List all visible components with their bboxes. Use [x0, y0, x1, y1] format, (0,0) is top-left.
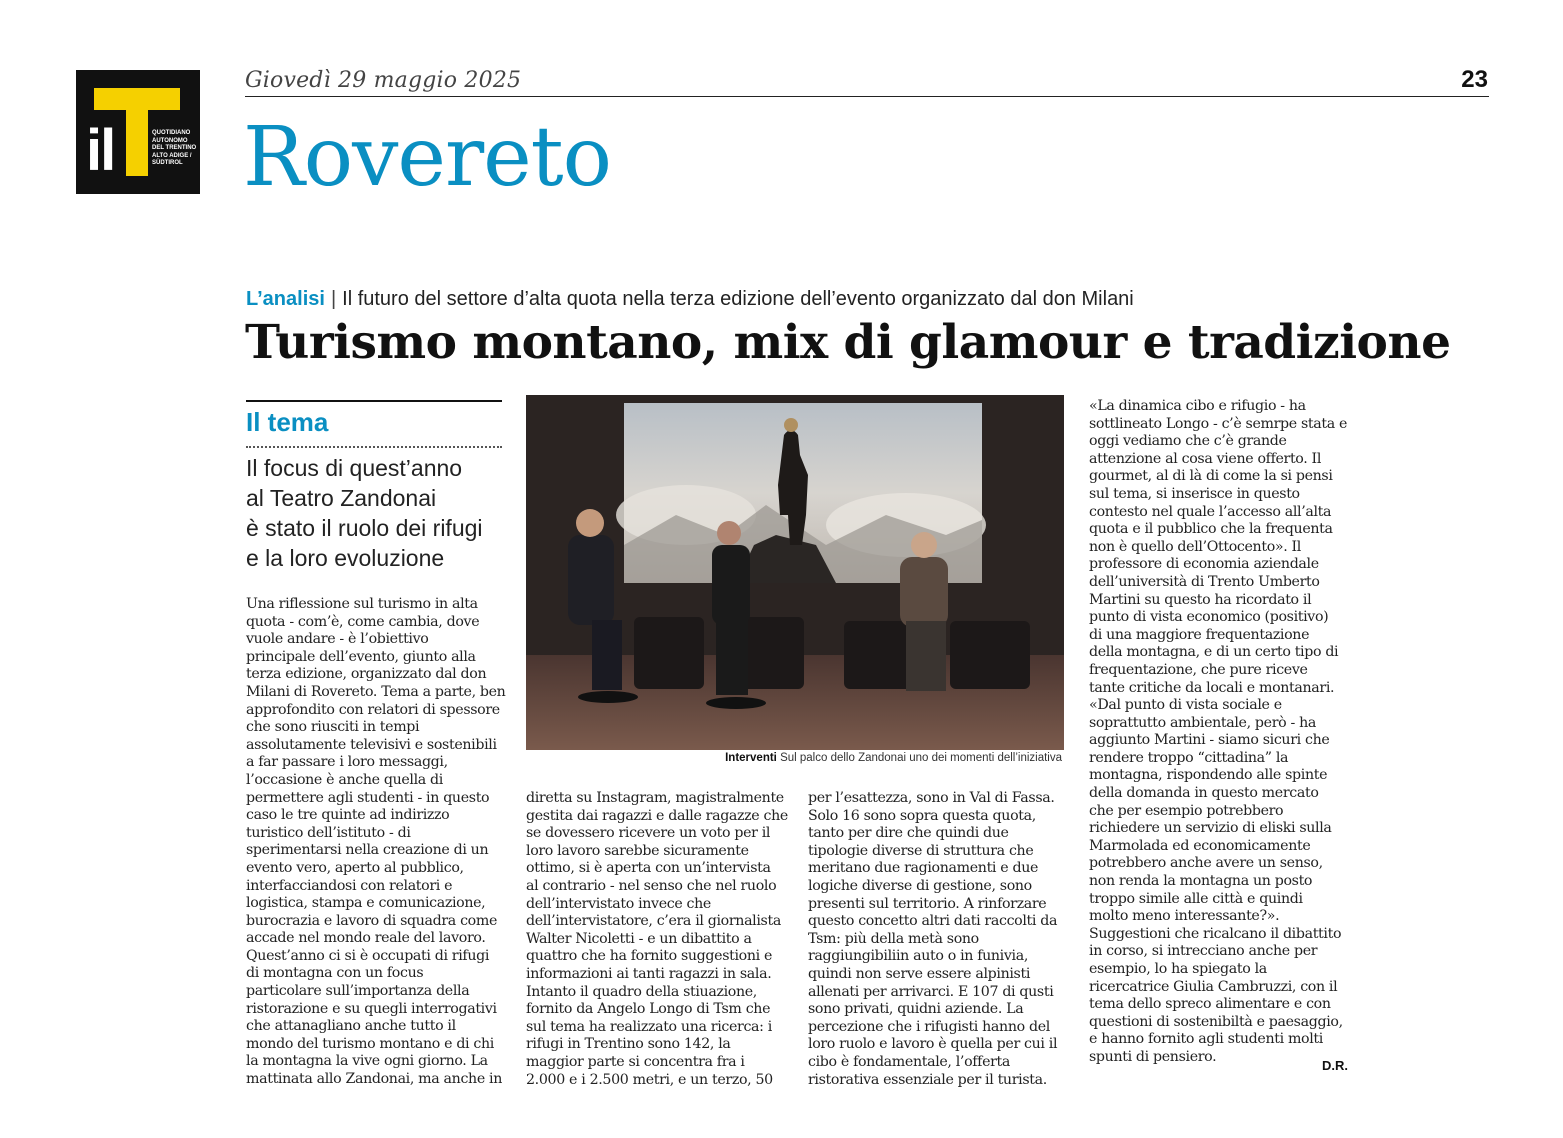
body-line: questo concetto altri dati raccolti da: [808, 913, 1058, 930]
body-column-2: [526, 790, 794, 1089]
event-photo: [526, 395, 1064, 750]
logo-bar: [126, 110, 148, 176]
body-line: contesto nel quale l’accesso all’alta: [1089, 503, 1332, 520]
body-line: approfondito con relatori di spessore: [246, 701, 500, 718]
photo-caption: [526, 752, 1062, 764]
logo-letters: il: [86, 118, 115, 183]
body-line: presenti sul territorio. A rinforzare: [808, 895, 1047, 912]
body-line: tipologie diverse di struttura che: [808, 842, 1034, 859]
body-line: quota e il pubblico che la frequenta: [1089, 521, 1333, 538]
body-line: che sono riusciti in tempi: [246, 719, 420, 736]
body-line: oggi vediamo che c’è grande: [1089, 433, 1287, 450]
body-line: «La dinamica cibo e rifugio - ha: [1089, 398, 1306, 414]
kicker: [246, 288, 1134, 311]
body-line: terza edizione, organizzato dal don: [246, 666, 487, 683]
body-line: meritano due ragionamenti e due: [808, 860, 1039, 877]
body-line: di una maggiore frequentazione: [1089, 626, 1310, 643]
body-line: interfacciandosi con relatori e: [246, 877, 453, 894]
body-line: evento vero, aperto al pubblico,: [246, 859, 464, 876]
body-line: diretta su Instagram, magistralmente: [526, 790, 784, 806]
newspaper-logo: [76, 70, 200, 194]
body-line: punto di vista economico (positivo): [1089, 609, 1329, 626]
body-line: maggior parte si concentra fra i: [526, 1053, 745, 1070]
body-line: Solo 16 sono sopra questa quota,: [808, 807, 1036, 824]
body-line: turistico dell’istituto - di: [246, 824, 411, 841]
body-column-3: [808, 790, 1068, 1089]
body-line: vuole andare - è l’obiettivo: [246, 631, 429, 648]
body-line: dell’intervistato invece che: [526, 895, 711, 912]
body-line: fornito da Angelo Longo di Tsm che: [526, 1001, 771, 1018]
body-line: se dovessero ricevere un voto per il: [526, 825, 771, 842]
body-line: rifugi in Trentino sono 142, la: [526, 1036, 731, 1053]
body-line: professore di economia aziendale: [1089, 556, 1319, 573]
body-line: allenati per arrivarci. E 107 di qusti: [808, 983, 1054, 1000]
body-line: accade nel mondo reale del lavoro.: [246, 930, 486, 947]
body-line: potrebbero anche avere un senso,: [1089, 855, 1323, 872]
body-line: Marmolada ed economicamente: [1089, 837, 1311, 854]
body-line: Walter Nicoletti - e un dibattito a: [526, 930, 752, 947]
body-line: rendere troppo “cittadina” la: [1089, 749, 1289, 766]
body-line: a far passare i loro messaggi,: [246, 754, 448, 771]
body-line: quota - com’è, come cambia, dove: [246, 613, 480, 630]
body-line: dell’intervistatore, c’era il giornalista: [526, 913, 781, 930]
body-line: permettere agli studenti - in questo: [246, 789, 490, 806]
body-column-4: [1089, 398, 1351, 1067]
body-line: Martini su questo ha ricordato il: [1089, 591, 1312, 608]
body-line: assolutamente televisivi e sostenibili: [246, 736, 497, 753]
tema-label: Il tema: [246, 407, 329, 437]
body-line: sul tema ha realizzato una ricerca: i: [526, 1018, 772, 1035]
body-line: logiche diverse di gestione, sono: [808, 877, 1032, 894]
body-line: sono privati, quidni aziende. La: [808, 1001, 1024, 1018]
body-line: informazioni ai tanti ragazzi in sala.: [526, 965, 772, 982]
tema-dotted-rule: [246, 446, 502, 448]
body-line: 2.000 e i 2.500 metri, e un terzo, 50: [526, 1071, 773, 1088]
logo-tagline-line: AUTONOMO: [152, 137, 188, 144]
body-line: dell’università di Trento Umberto: [1089, 573, 1320, 590]
body-line: tema dello spreco alimentare e con: [1089, 996, 1331, 1013]
body-line: ristorazione e su quegli interrogativi: [246, 1000, 497, 1017]
body-line: che attanagliano anche tutto il: [246, 1018, 456, 1035]
focus-line: Il focus di quest’anno: [246, 455, 463, 481]
body-line: tanto per dire che quindi due: [808, 825, 1009, 842]
header-rule: [245, 96, 1489, 97]
body-line: non renda la montagna un posto: [1089, 873, 1313, 890]
body-line: molto meno interessante?».: [1089, 908, 1280, 925]
body-line: ristorativa essenziale per il turista.: [808, 1071, 1047, 1088]
kicker-separator: |: [330, 288, 337, 310]
body-line: montagna, rispondendo alle spinte: [1089, 767, 1328, 784]
section-title: Rovereto: [243, 110, 612, 205]
body-line: Milani di Rovereto. Tema a parte, ben: [246, 683, 506, 700]
body-line: cibo è fondamentale, l’offerta: [808, 1053, 1011, 1070]
author-signature: D.R.: [1322, 1058, 1348, 1073]
caption-label: Interventi: [725, 752, 777, 764]
body-line: della domanda in questo mercato: [1089, 785, 1319, 802]
body-line: Quest’anno ci si è occupati di rifugi: [246, 947, 490, 964]
body-line: tante critiche da locali e montanari.: [1089, 679, 1335, 696]
body-line: non è quello dell’Ottocento». Il: [1089, 538, 1301, 555]
body-line: raggiungibiliin auto o in funivia,: [808, 948, 1028, 965]
body-line: aggiunto Martini - siamo sicuri che: [1089, 732, 1330, 749]
logo-tagline-line: QUOTIDIANO: [152, 130, 191, 136]
body-line: gourmet, al di là di come la si pensi: [1089, 468, 1333, 485]
body-line: Tsm: più della metà sono: [808, 930, 979, 947]
body-line: Intanto il quadro della stiuazione,: [526, 983, 757, 1000]
stage-photo-illustration: [526, 395, 1064, 750]
focus-box: [246, 453, 506, 573]
body-line: quattro che ha fornito suggestioni e: [526, 948, 773, 965]
body-line: mattinata allo Zandonai, ma anche in: [246, 1071, 503, 1088]
body-line: e hanno fornito agli studenti molti: [1089, 1031, 1323, 1048]
caption-text: Sul palco dello Zandonai uno dei momenti dell’iniziativa: [780, 752, 1062, 764]
headline: Turismo montano, mix di glamour e tradizione: [245, 315, 1451, 370]
body-line: loro ruolo e lavoro è quella per cui il: [808, 1036, 1058, 1053]
body-line: che per esempio potrebbero: [1089, 802, 1284, 819]
body-line: particolare sull’importanza della: [246, 983, 470, 1000]
body-column-1: [246, 596, 508, 1089]
body-line: Una riflessione sul turismo in alta: [246, 596, 478, 612]
logo-tagline-line: DEL TRENTINO: [152, 145, 197, 151]
kicker-label: L’analisi: [246, 288, 325, 310]
logo-tagline-line: SÜDTIROL: [152, 160, 183, 166]
body-line: spunti di pensiero.: [1089, 1048, 1217, 1065]
body-line: attenzione al cosa viene offerto. Il: [1089, 450, 1322, 467]
body-line: frequentazione, che pure riceve: [1089, 661, 1308, 678]
body-line: richiedere un servizio di eliski sulla: [1089, 820, 1332, 837]
body-line: soprattutto ambientale, però - ha: [1089, 714, 1316, 731]
body-line: la montagna la vive ogni giorno. La: [246, 1053, 488, 1070]
focus-line: è stato il ruolo dei rifugi: [246, 515, 483, 541]
body-line: mondo del turismo montano e di chi: [246, 1035, 494, 1052]
body-line: esempio, lo ha spiegato la: [1089, 961, 1267, 977]
body-line: quindi non serve essere alpinisti: [808, 965, 1031, 982]
body-line: al contrario - nel senso che nel ruolo: [526, 877, 777, 894]
body-line: sul tema, si inserisce in questo: [1089, 485, 1300, 502]
kicker-text: Il futuro del settore d’alta quota nella terza edizione dell’evento organizzato dal don Milani: [342, 288, 1134, 310]
body-line: burocrazia e lavoro di squadra come: [246, 912, 498, 929]
page-number: 23: [1461, 66, 1488, 93]
issue-date: Giovedì 29 maggio 2025: [245, 68, 522, 93]
focus-line: al Teatro Zandonai: [246, 485, 437, 511]
body-line: Suggestioni che ricalcano il dibattito: [1089, 925, 1342, 942]
body-line: principale dell’evento, giunto alla: [246, 648, 476, 665]
body-line: sottlineato Longo - c’è semrpe stata e: [1089, 415, 1348, 432]
body-line: questioni di sostenibiltà e paesaggio,: [1089, 1013, 1343, 1030]
tema-rule: [246, 400, 502, 402]
body-line: di montagna con un focus: [246, 965, 424, 982]
body-line: «Dal punto di vista sociale e: [1089, 697, 1282, 714]
body-line: loro lavoro sarebbe sicuramente: [526, 842, 749, 859]
body-line: in corso, si intrecciano anche per: [1089, 943, 1318, 960]
body-line: caso le tre quinte ad indirizzo: [246, 807, 450, 824]
body-line: per l’esattezza, sono in Val di Fassa.: [808, 790, 1055, 806]
body-line: percezione che i rifugisti hanno del: [808, 1018, 1050, 1035]
body-line: l’occasione è anche quella di: [246, 771, 443, 788]
logo-tagline: [152, 130, 200, 168]
body-line: gestita dai ragazzi e dalle ragazze che: [526, 807, 788, 824]
logo-tagline-line: ALTO ADIGE /: [152, 152, 192, 159]
body-line: della montagna, e di un certo tipo di: [1089, 644, 1339, 661]
body-line: ottimo, si è aperta con un’intervista: [526, 860, 771, 877]
body-line: troppo simile alle città e quindi: [1089, 890, 1303, 907]
focus-line: e la loro evoluzione: [246, 545, 445, 571]
body-line: sperimentarsi nella creazione di un: [246, 842, 489, 859]
body-line: logistica, stampa e comunicazione,: [246, 895, 486, 912]
body-line: ricercatrice Giulia Cambruzzi, con il: [1089, 978, 1338, 995]
logo-bar: [94, 88, 180, 110]
